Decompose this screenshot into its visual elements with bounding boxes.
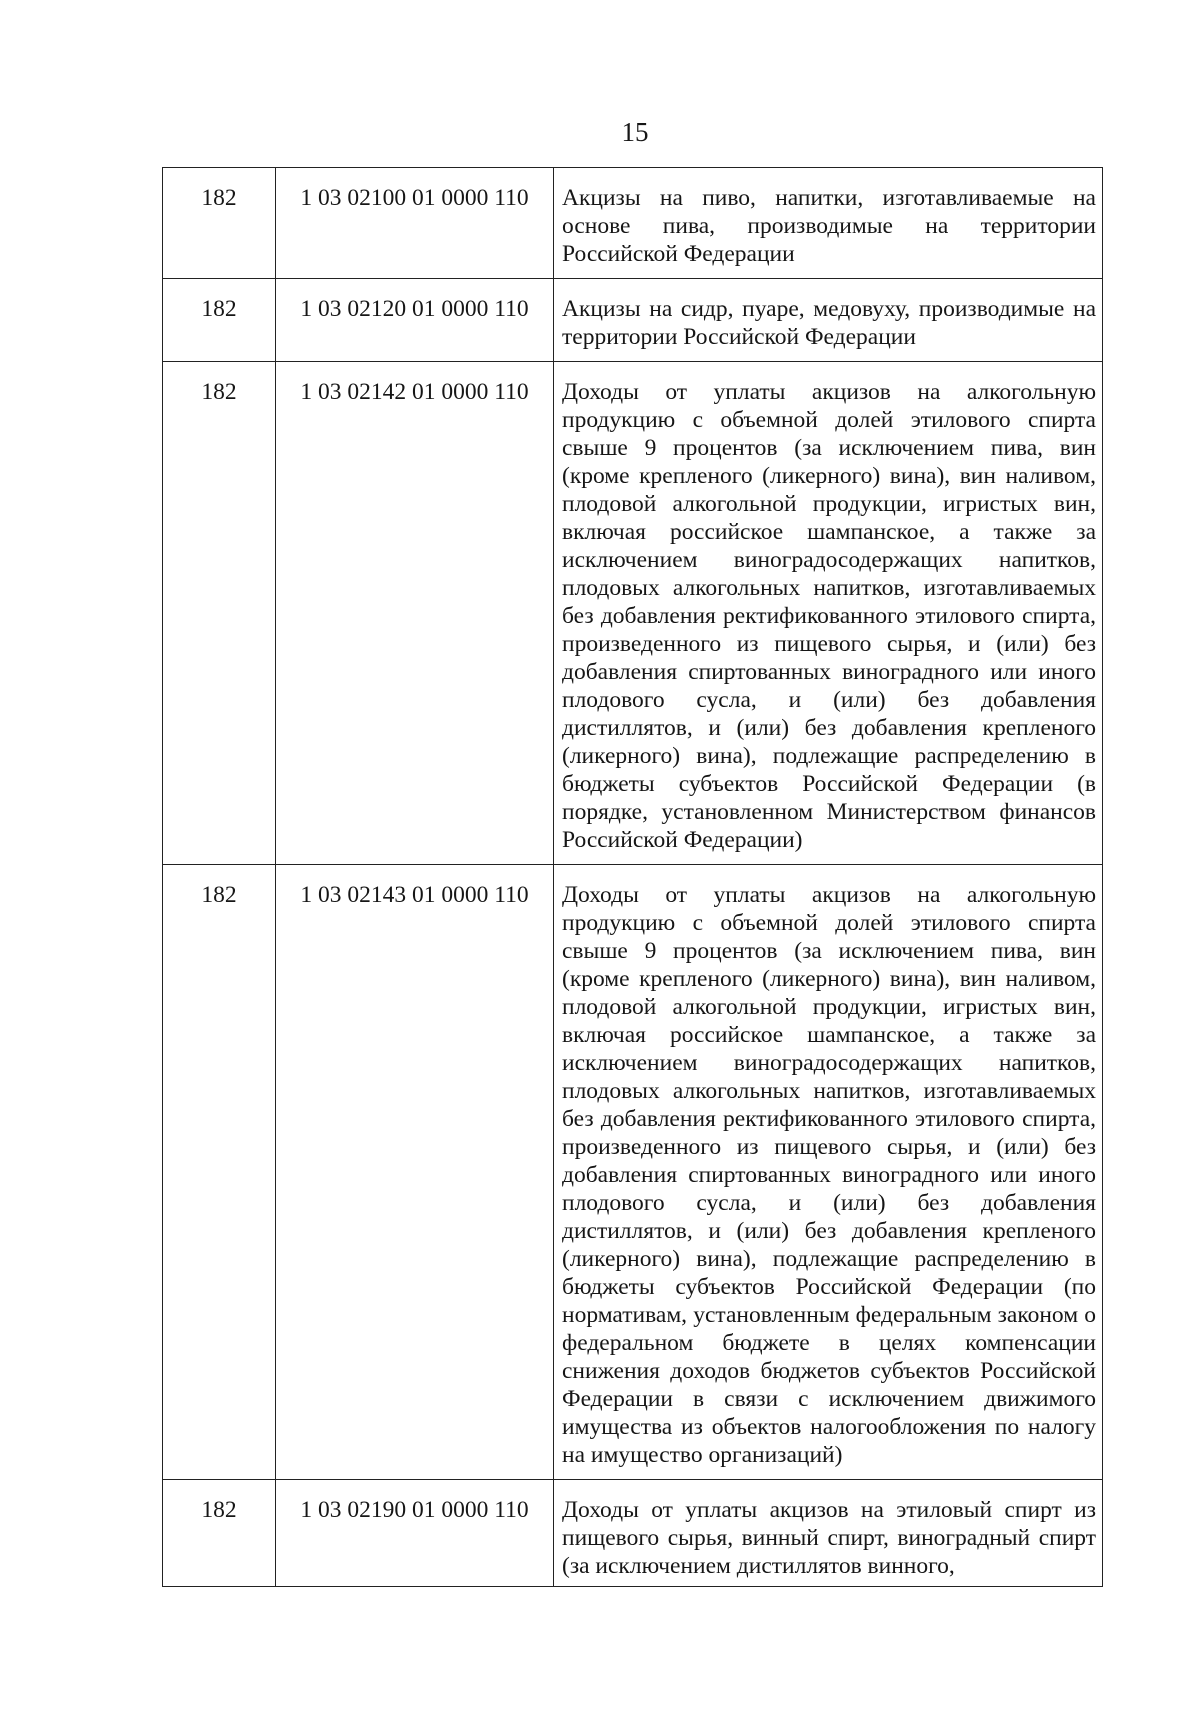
budget-classification-code-cell: 1 03 02120 01 0000 110	[276, 279, 554, 362]
table-row	[163, 168, 1103, 279]
table-row	[163, 362, 1103, 865]
revenue-name-cell: Доходы от уплаты акцизов на этиловый спирт из пищевого сырья, винный спирт, виноградный спирт (за исключением дистиллятов винного,	[554, 1480, 1103, 1587]
administrator-code-cell: 182	[163, 1480, 276, 1587]
budget-classification-code-cell: 1 03 02143 01 0000 110	[276, 865, 554, 1480]
revenue-name-cell: Доходы от уплаты акцизов на алкогольную продукцию с объемной долей этилового спирта свыше 9 процентов (за исключением пива, вин (кроме крепленого (ликерного) вина), вин наливом, плодовой алкогольной продукции, игристых вин, включая российское шампанское, а также за исключением виноградосодержащих напитков, плодовых алкогольных напитков, изготавливаемых без добавления ректификованного этилового спирта, произведенного из пищевого сырья, и (или) без добавления спиртованных виноградного или иного плодового сусла, и (или) без добавления дистиллятов, и (или) без добавления крепленого (ликерного) вина), подлежащие распределению в бюджеты субъектов Российской Федерации (по нормативам, установленным федеральным законом о федеральном бюджете в целях компенсации снижения доходов бюджетов субъектов Российской Федерации в связи с исключением движимого имущества из объектов налогообложения по налогу на имущество организаций)	[554, 865, 1103, 1480]
table-row	[163, 1480, 1103, 1587]
administrator-code-cell: 182	[163, 362, 276, 865]
page-number: 15	[621, 117, 649, 147]
table-row	[163, 279, 1103, 362]
revenue-name-cell: Акцизы на сидр, пуаре, медовуху, производимые на территории Российской Федерации	[554, 279, 1103, 362]
administrator-code-cell: 182	[163, 865, 276, 1480]
revenue-name-cell: Доходы от уплаты акцизов на алкогольную продукцию с объемной долей этилового спирта свыше 9 процентов (за исключением пива, вин (кроме крепленого (ликерного) вина), вин наливом, плодовой алкогольной продукции, игристых вин, включая российское шампанское, а также за исключением виноградосодержащих напитков, плодовых алкогольных напитков, изготавливаемых без добавления ректификованного этилового спирта, произведенного из пищевого сырья, и (или) без добавления спиртованных виноградного или иного плодового сусла, и (или) без добавления дистиллятов, и (или) без добавления крепленого (ликерного) вина), подлежащие распределению в бюджеты субъектов Российской Федерации (в порядке, установленном Министерством финансов Российской Федерации)	[554, 362, 1103, 865]
budget-classification-code-cell: 1 03 02100 01 0000 110	[276, 168, 554, 279]
budget-classification-code-cell: 1 03 02190 01 0000 110	[276, 1480, 554, 1587]
revenue-classification-table	[162, 167, 1103, 1587]
table-row	[163, 865, 1103, 1480]
budget-classification-code-cell: 1 03 02142 01 0000 110	[276, 362, 554, 865]
administrator-code-cell: 182	[163, 279, 276, 362]
administrator-code-cell: 182	[163, 168, 276, 279]
revenue-name-cell: Акцизы на пиво, напитки, изготавливаемые на основе пива, производимые на территории Российской Федерации	[554, 168, 1103, 279]
